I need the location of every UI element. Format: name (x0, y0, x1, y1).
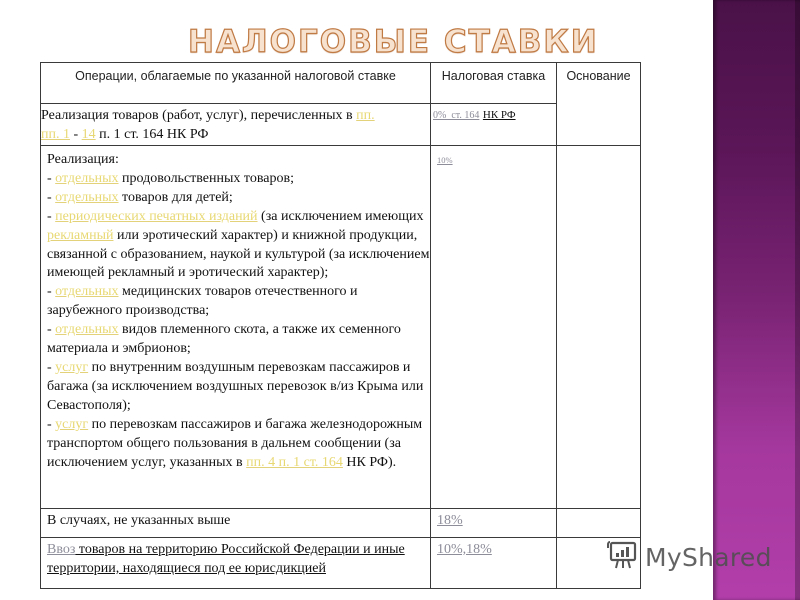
operations-cell: В случаях, не указанных выше (41, 509, 431, 538)
rate-link-0[interactable]: 0%_ст. 164 (433, 110, 480, 121)
list-item: - периодических печатных изданий (за исключением имеющих рекламный или эротический характер) и книжной продукции, связанной с образованием, наукой и культурой (за исключением имеющей рекламный и эротический характер); (47, 208, 430, 281)
header-rate: Налоговая ставка (431, 63, 557, 104)
myshared-watermark (605, 538, 772, 577)
table-header-row (41, 63, 641, 104)
import-description-link[interactable]: товаров на территорию Российской Федерации и иные территории, находящиеся под ее юрисдикцией (47, 542, 405, 576)
link-pp[interactable]: пп. (356, 108, 375, 123)
list-item: - отдельных продовольственных товаров; (47, 170, 294, 186)
link-advertising[interactable]: рекламный (47, 227, 114, 243)
list-item: - отдельных медицинских товаров отечественного и зарубежного производства; (47, 284, 358, 319)
watermark-text: MyShared (645, 543, 772, 572)
link-pp1[interactable]: пп. 1 (41, 126, 70, 142)
header-operations: Операции, облагаемые по указанной налоговой ставке (41, 63, 431, 104)
rate-cell (431, 146, 557, 509)
rate-cell (431, 104, 557, 146)
header-basis: Основание (557, 63, 641, 146)
rate-link-10-18[interactable]: 10%,18% (437, 542, 492, 557)
row2-intro: Реализация: (47, 152, 119, 167)
list-item: - отдельных видов племенного скота, а также их семенного материала и эмбрионов; (47, 322, 401, 357)
decorative-side-panel (713, 0, 800, 600)
link-services[interactable]: услуг (55, 359, 89, 375)
link-otdelnyh[interactable]: отдельных (55, 284, 119, 300)
link-import[interactable]: Ввоз (47, 542, 76, 557)
table-row (41, 146, 641, 509)
row1-text: Реализация товаров (работ, услуг), перечисленных в (41, 108, 357, 123)
operations-cell (41, 104, 431, 146)
link-otdelnyh[interactable]: отдельных (55, 189, 119, 205)
operations-cell (41, 146, 431, 509)
table-row (41, 538, 641, 589)
rate-link-10[interactable]: 10% (437, 155, 453, 165)
list-item: - услуг по перевозкам пассажиров и багажа железнодорожным транспортом общего пользования в дальнем сообщении (за исключением услуг, указанных в пп. 4 п. 1 ст. 164 НК РФ). (47, 416, 423, 470)
link-services[interactable]: услуг (55, 416, 89, 432)
link-periodicals[interactable]: периодических печатных изданий (55, 208, 258, 224)
basis-cell (557, 509, 641, 538)
list-item: - услуг по внутренним воздушным перевозкам пассажиров и багажа (за исключением воздушных перевозок в/из Крыма или Севастополя); (47, 359, 424, 413)
dash-text: - (69, 126, 82, 142)
presentation-chart-icon (605, 538, 639, 577)
basis-cell (557, 146, 641, 509)
table-row (41, 509, 641, 538)
slide-title: НАЛОГОВЫЕ СТАВКИ (188, 24, 599, 60)
list-item: - отдельных товаров для детей; (47, 189, 233, 205)
row1-text-after: п. 1 ст. 164 НК РФ (95, 126, 209, 142)
rate-cell (431, 509, 557, 538)
link-14[interactable]: 14 (81, 126, 96, 142)
nk-rf-link[interactable]: НК РФ (482, 109, 516, 121)
link-otdelnyh[interactable]: отдельных (55, 170, 119, 186)
link-pp4[interactable]: пп. 4 п. 1 ст. 164 (246, 454, 343, 470)
operations-cell (41, 538, 431, 589)
rate-link-18[interactable]: 18% (437, 513, 463, 528)
rate-cell (431, 538, 557, 589)
link-otdelnyh[interactable]: отдельных (55, 322, 119, 338)
table-row (41, 104, 641, 146)
tax-rates-table (40, 62, 641, 589)
